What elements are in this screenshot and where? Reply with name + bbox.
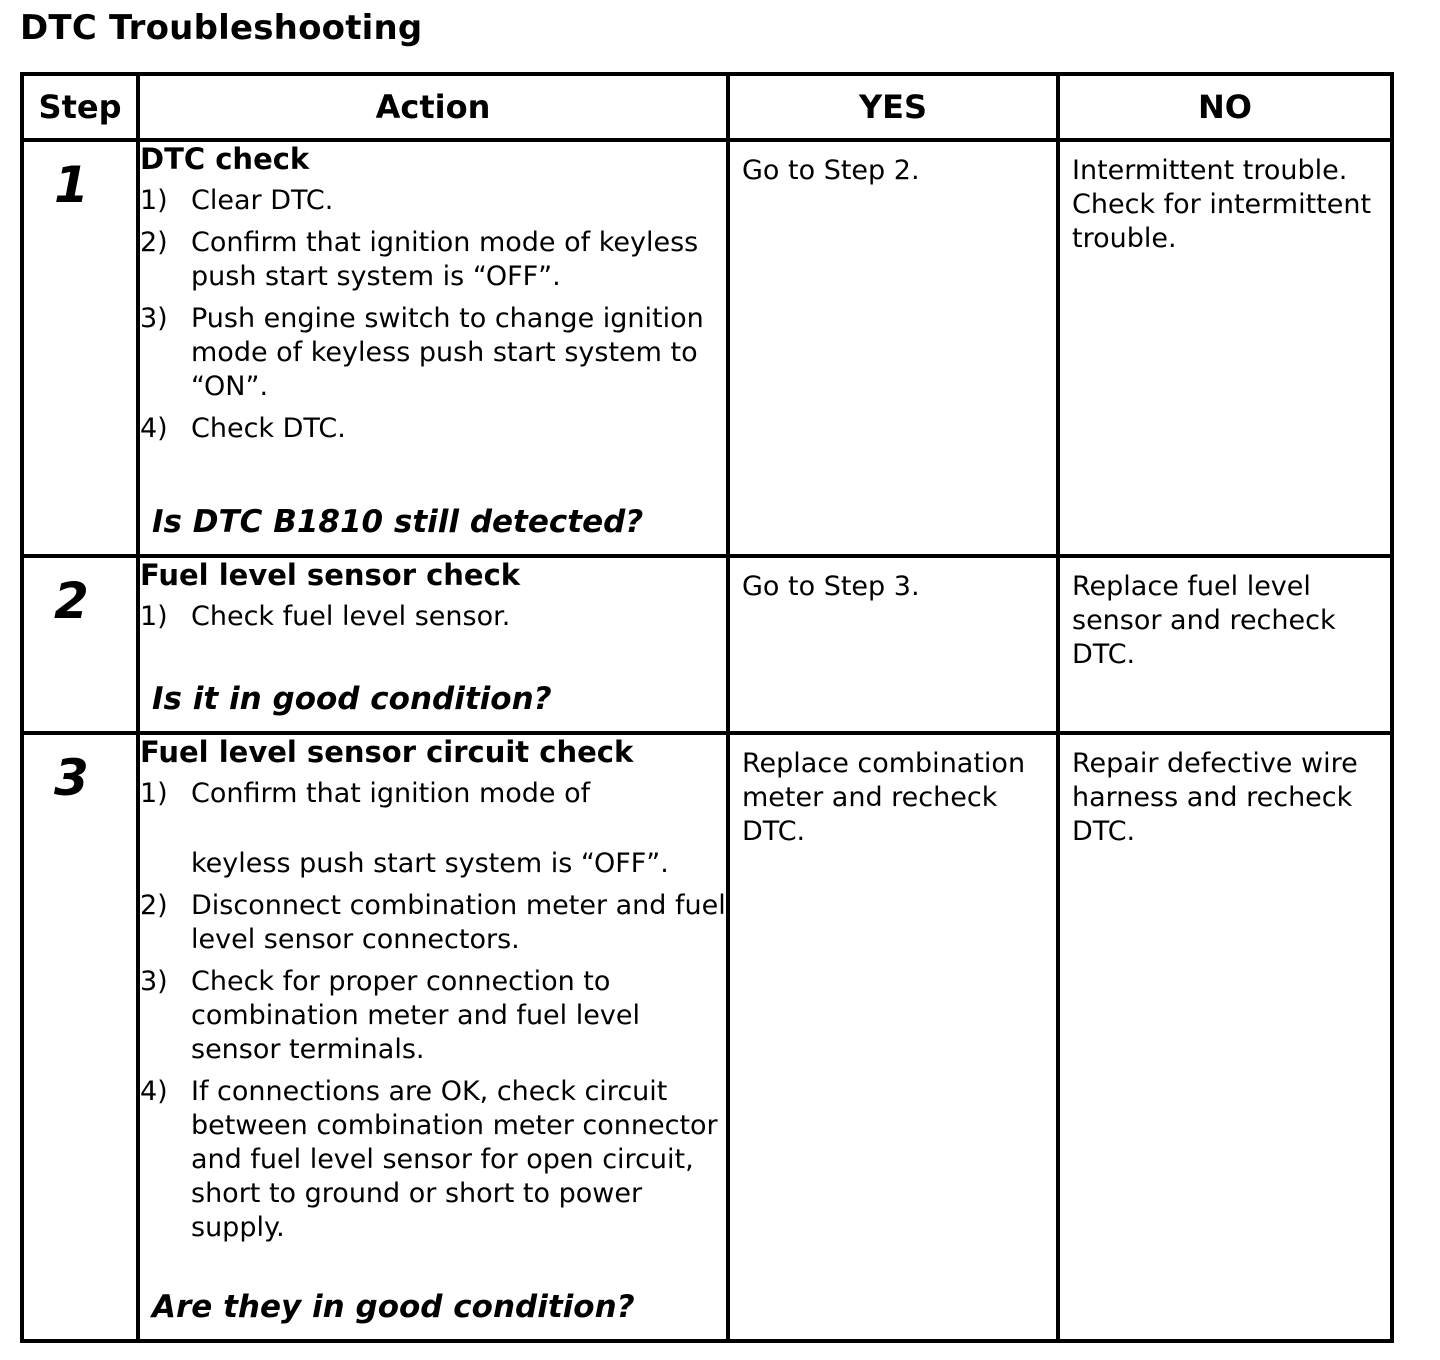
item-text: Check for proper connection to combination meter and fuel level sensor terminals. [191, 965, 640, 1065]
yes-response: Go to Step 2. [742, 155, 920, 186]
item-number: 2) [140, 889, 168, 921]
item-text: Push engine switch to change ignition mode of keyless push start system to “ON”. [191, 303, 704, 402]
yes-response: Go to Step 3. [742, 570, 920, 602]
step-cell [22, 556, 138, 733]
item-number: 1) [140, 777, 168, 809]
no-cell [1058, 733, 1392, 1341]
item-text: Confirm that ignition mode of [191, 777, 591, 809]
header-row [22, 74, 1392, 140]
list-item [140, 777, 726, 881]
table-row [22, 140, 1392, 556]
check-question: Are they in good condition? [152, 1289, 635, 1325]
step-number: 2 [54, 571, 89, 630]
list-item [140, 965, 726, 1067]
no-cell [1058, 140, 1392, 556]
list-item [140, 889, 726, 957]
page-title: DTC Troubleshooting [20, 8, 423, 48]
yes-cell [728, 140, 1058, 556]
troubleshooting-table [20, 72, 1394, 1343]
item-text: Check DTC. [191, 413, 346, 444]
action-title: Fuel level sensor circuit check [140, 734, 634, 769]
table-row [22, 556, 1392, 733]
item-number: 3) [140, 965, 168, 997]
header-step: Step [22, 74, 138, 140]
step-cell [22, 140, 138, 556]
list-item [140, 302, 726, 404]
step-number: 3 [54, 748, 89, 807]
header-no: NO [1058, 74, 1392, 140]
header-action: Action [138, 74, 728, 140]
item-number: 4) [140, 1075, 168, 1107]
yes-response: Replace combination meter and recheck DTC. [742, 747, 1026, 847]
item-text: If connections are OK, check circuit between combination meter connector and fuel level sensor for open circuit, short to ground or short to power supply. [191, 1075, 718, 1243]
item-number: 2) [140, 227, 168, 258]
item-text: Clear DTC. [191, 185, 334, 216]
list-item [140, 226, 726, 294]
action-cell [138, 140, 728, 556]
yes-cell [728, 733, 1058, 1341]
check-question: Is it in good condition? [152, 680, 552, 717]
item-number: 1) [140, 600, 168, 632]
no-cell [1058, 556, 1392, 733]
header-yes: YES [728, 74, 1058, 140]
item-text-block [191, 777, 726, 881]
action-steps [140, 184, 726, 446]
action-title: Fuel level sensor check [140, 557, 521, 592]
action-title: DTC check [140, 142, 310, 176]
item-text: Disconnect combination meter and fuel level sensor connectors. [191, 889, 726, 955]
item-number: 1) [140, 185, 168, 216]
item-number: 4) [140, 413, 168, 444]
item-text-continued: keyless push start system is “OFF”. [191, 847, 669, 879]
action-cell [138, 733, 728, 1341]
item-number: 3) [140, 303, 168, 334]
step-cell [22, 733, 138, 1341]
check-question: Is DTC B1810 still detected? [152, 503, 644, 540]
item-text: Confirm that ignition mode of keyless push start system is “OFF”. [191, 227, 699, 292]
list-item [140, 600, 726, 634]
table-row [22, 733, 1392, 1341]
no-response: Replace fuel level sensor and recheck DTC. [1072, 570, 1336, 670]
list-item [140, 412, 726, 446]
action-cell [138, 556, 728, 733]
action-steps [140, 777, 726, 1245]
list-item [140, 1075, 726, 1245]
no-response: Intermittent trouble. Check for intermittent trouble. [1072, 155, 1372, 254]
no-response: Repair defective wire harness and recheck DTC. [1072, 747, 1358, 847]
step-number: 1 [54, 156, 89, 214]
action-steps [140, 600, 726, 634]
list-item [140, 184, 726, 218]
item-text: Check fuel level sensor. [191, 600, 511, 632]
yes-cell [728, 556, 1058, 733]
